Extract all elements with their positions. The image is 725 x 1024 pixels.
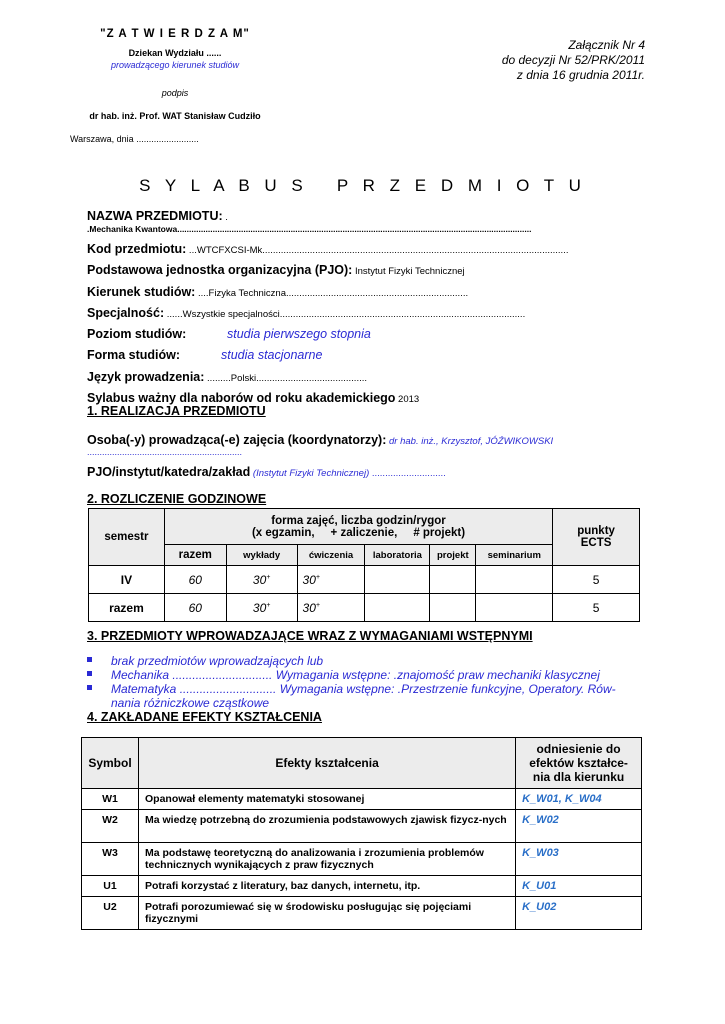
row-seminarium — [476, 566, 553, 594]
language-value: .........Polski.......................................... — [204, 373, 367, 384]
list-item — [87, 682, 616, 696]
col-cwiczenia: ćwiczenia — [297, 545, 365, 566]
col-wyklady: wykłady — [226, 545, 297, 566]
row-wyklady-value: 30 — [252, 600, 267, 615]
coordinator-dots: .............................................................. — [87, 447, 243, 457]
pjo-dots: ............................ — [369, 468, 446, 479]
row-ects: 5 — [553, 566, 640, 594]
ects-header — [553, 509, 640, 566]
bullet-icon — [87, 657, 92, 662]
code-label: Kod przedmiotu: — [87, 242, 187, 256]
table-row — [82, 843, 642, 876]
semestr-header: semestr — [89, 509, 165, 566]
row-projekt — [430, 566, 476, 594]
col-razem: razem — [164, 545, 226, 566]
direction-label: Kierunek studiów: — [87, 285, 196, 299]
row-wyklady-sup: + — [266, 601, 271, 609]
pjo-label: PJO/instytut/katedra/zakład — [87, 465, 251, 479]
pjo-field — [87, 465, 446, 479]
row-wyklady — [226, 566, 297, 594]
effect-description: Ma podstawę teoretyczną do analizowania i zrozumienia problemów technicznych wynikających z praw fizycznych — [138, 843, 515, 876]
validity-value: 2013 — [395, 394, 420, 405]
ects-header-line-1: punkty — [577, 525, 615, 537]
effect-reference: K_W02 — [516, 810, 642, 843]
level-value: studia pierwszego stopnia — [227, 327, 371, 341]
effect-symbol: U1 — [82, 876, 139, 897]
header-effects: Efekty kształcenia — [138, 738, 515, 789]
effect-description: Potrafi korzystać z literatury, baz danych, internetu, itp. — [138, 876, 515, 897]
prereq-text-cont: nania różniczkowe cząstkowe — [111, 696, 270, 710]
table-header-row — [89, 509, 640, 545]
language-label: Język prowadzenia: — [87, 370, 205, 384]
ects-header-line-2: ECTS — [580, 537, 612, 549]
subject-name-label: NAZWA PRZEDMIOTU: — [87, 209, 223, 223]
header-reference: odniesienie do efektów kształce-nia dla kierunku — [516, 738, 642, 789]
coordinator-value: dr hab. inż., Krzysztof, JÓŹWIKOWSKI — [386, 436, 554, 447]
effects-header-row — [82, 738, 642, 789]
table-row — [82, 876, 642, 897]
code-value: ...WTCFXCSI-Mk.................................................................................................................... — [186, 245, 569, 256]
subject-name-value: .Mechanika Kwantowa...................................................................................................................................................... — [87, 224, 532, 234]
unit-value: Instytut Fizyki Technicznej — [352, 266, 465, 277]
list-item — [87, 668, 616, 682]
list-item — [87, 654, 616, 668]
effects-table — [81, 737, 642, 930]
col-seminarium: seminarium — [476, 545, 553, 566]
row-cwiczenia-sup: + — [315, 573, 320, 581]
validity-field — [87, 391, 419, 405]
annex-line-1: Załącznik Nr 4 — [568, 38, 645, 52]
dean-title: Dziekan Wydziału ...... — [128, 48, 222, 59]
table-row — [82, 789, 642, 810]
form-header-line-1: forma zajęć, liczba godzin/rygor — [271, 514, 446, 527]
page-title: S Y L A B U S P R Z E D M I O T U — [139, 176, 586, 195]
row-cwiczenia-sup: + — [315, 601, 320, 609]
annex-block — [502, 38, 645, 83]
direction-value: ....Fizyka Techniczna..................................................................... — [195, 288, 469, 299]
level-label: Poziom studiów: — [87, 327, 187, 341]
table-row — [89, 566, 640, 594]
row-wyklady-sup: + — [266, 573, 271, 581]
row-razem: 60 — [164, 566, 226, 594]
annex-line-3: z dnia 16 grudnia 2011r. — [516, 68, 645, 82]
row-cwiczenia-value: 30 — [302, 572, 316, 587]
dean-subtitle: prowadzącego kierunek studiów — [110, 59, 240, 70]
row-laboratoria — [365, 594, 430, 622]
coordinator-label: Osoba(-y) prowadząca(-e) zajęcia (koordynatorzy): — [87, 433, 387, 447]
row-cwiczenia — [297, 594, 365, 622]
approval-block — [70, 27, 280, 122]
prerequisites-list — [87, 654, 616, 710]
row-laboratoria — [365, 566, 430, 594]
section-4-title: 4. ZAKŁADANE EFEKTY KSZTAŁCENIA — [87, 710, 322, 724]
specialty-value: ......Wszystkie specjalności............................................................................................. — [164, 309, 526, 320]
effect-symbol: W2 — [82, 810, 139, 843]
row-ects: 5 — [553, 594, 640, 622]
row-projekt — [430, 594, 476, 622]
unit-label: Podstawowa jednostka organizacyjna (PJO): — [87, 263, 353, 277]
row-wyklady — [226, 594, 297, 622]
language-field — [87, 370, 367, 384]
list-item-continuation — [87, 696, 616, 710]
effect-reference: K_W03 — [516, 843, 642, 876]
row-razem: 60 — [164, 594, 226, 622]
row-wyklady-value: 30 — [252, 572, 267, 587]
validity-label: Sylabus ważny dla naborów od roku akademickiego — [87, 391, 396, 405]
form-label: Forma studiów: — [87, 348, 181, 362]
form-value-wrap — [221, 348, 322, 362]
form-value: studia stacjonarne — [221, 348, 323, 362]
unit-field — [87, 263, 465, 277]
effect-reference: K_U01 — [516, 876, 642, 897]
section-3-title: 3. PRZEDMIOTY WPROWADZAJĄCE WRAZ Z WYMAGANIAMI WSTĘPNYMI — [87, 629, 533, 643]
row-cwiczenia — [297, 566, 365, 594]
pjo-value: (Instytut Fizyki Technicznej) — [250, 468, 370, 479]
level-value-wrap — [227, 327, 371, 341]
effect-description: Ma wiedzę potrzebną do zrozumienia podstawowych zjawisk fizycz-nych — [138, 810, 515, 843]
form-header — [164, 509, 552, 545]
direction-field — [87, 285, 468, 299]
prereq-text: brak przedmiotów wprowadzających lub — [111, 654, 324, 668]
row-seminarium — [476, 594, 553, 622]
effect-symbol: W1 — [82, 789, 139, 810]
prereq-text: Mechanika .............................. Wymagania wstępne: .znajomość praw mechaniki klasycznej — [111, 668, 600, 682]
section-1-title: 1. REALIZACJA PRZEDMIOTU — [87, 404, 266, 418]
table-row — [82, 810, 642, 843]
table-row — [89, 594, 640, 622]
bullet-icon — [87, 671, 92, 676]
row-semestr: razem — [89, 594, 165, 622]
signature-label: podpis — [161, 87, 189, 98]
subject-name-field — [87, 209, 228, 223]
dean-name: dr hab. inż. Prof. WAT Stanisław Cudziło — [89, 111, 261, 122]
row-semestr: IV — [89, 566, 165, 594]
prereq-text: Matematyka ............................. Wymagania wstępne: .Przestrzenie funkcyjne, Operatory. Rów- — [111, 682, 616, 696]
specialty-label: Specjalność: — [87, 306, 165, 320]
section-2-title: 2. ROZLICZENIE GODZINOWE — [87, 492, 267, 506]
subject-name-dot: . — [222, 212, 228, 223]
col-laboratoria: laboratoria — [365, 545, 430, 566]
effect-description: Opanował elementy matematyki stosowanej — [138, 789, 515, 810]
effect-description: Potrafi porozumiewać się w środowisku posługując się pojęciami fizycznymi — [138, 897, 515, 930]
effect-reference: K_W01, K_W04 — [516, 789, 642, 810]
table-row — [82, 897, 642, 930]
place-date: Warszawa, dnia ......................... — [70, 134, 199, 144]
row-cwiczenia-value: 30 — [302, 600, 316, 615]
approval-heading: "Z A T W I E R D Z A M" — [100, 28, 250, 40]
code-field — [87, 242, 568, 256]
annex-line-2: do decyzji Nr 52/PRK/2011 — [501, 53, 645, 67]
effect-reference: K_U02 — [516, 897, 642, 930]
specialty-field — [87, 306, 525, 320]
effect-symbol: W3 — [82, 843, 139, 876]
header-symbol: Symbol — [82, 738, 139, 789]
form-header-line-2: (x egzamin, + zaliczenie, # projekt) — [251, 526, 466, 539]
effect-symbol: U2 — [82, 897, 139, 930]
coordinator-field — [87, 433, 553, 447]
col-projekt: projekt — [430, 545, 476, 566]
hours-table — [88, 508, 640, 622]
bullet-icon — [87, 685, 92, 690]
